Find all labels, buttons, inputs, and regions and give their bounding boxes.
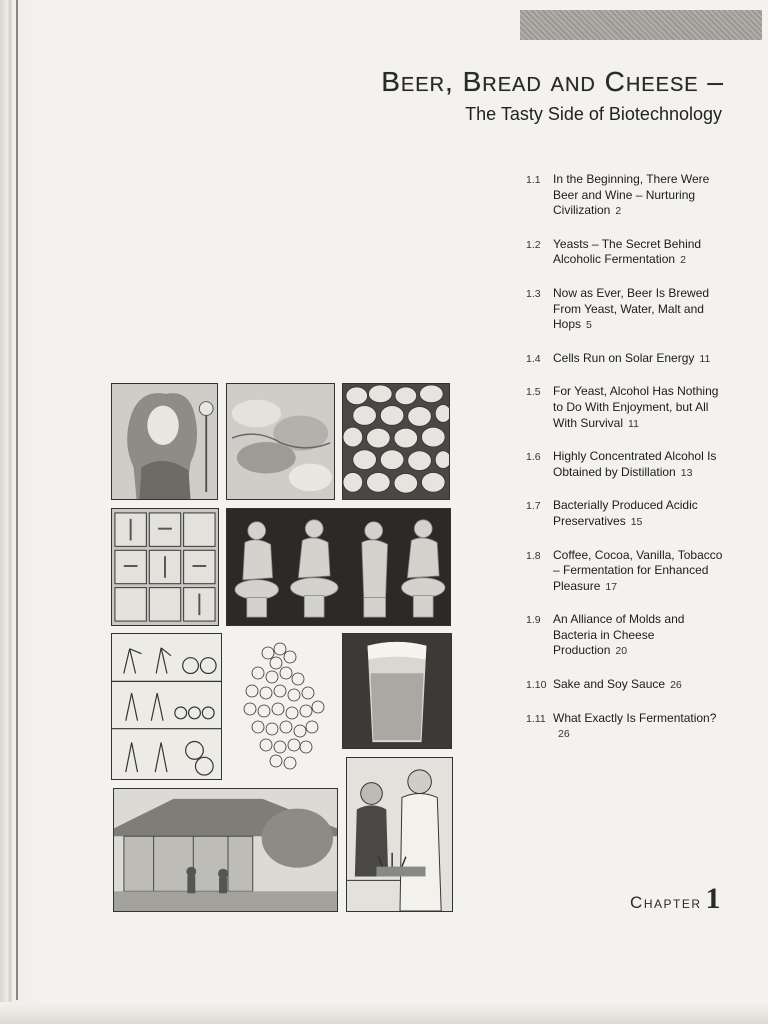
chapter-word: Chapter [630, 893, 702, 912]
toc-page: 2 [615, 205, 622, 218]
chapter-subtitle: The Tasty Side of Biotechnology [465, 104, 722, 124]
toc-title: Now as Ever, Beer Is Brewed From Yeast, Water, Malt and Hops [553, 285, 710, 332]
toc-number: 1.4 [526, 352, 541, 365]
toc-item [526, 351, 726, 368]
portrait-illustration [111, 383, 218, 500]
toc-item [526, 237, 726, 269]
toc-item [526, 286, 726, 334]
protein-model-image [228, 633, 335, 780]
table-of-contents [526, 172, 726, 760]
toc-item [526, 498, 726, 530]
egyptian-figurines-image [226, 508, 451, 626]
chapter-label [630, 882, 722, 916]
toc-page: 5 [586, 319, 592, 332]
toc-number: 1.5 [526, 386, 541, 399]
toc-number: 1.6 [526, 451, 541, 464]
toc-item [526, 449, 726, 481]
toc-number: 1.10 [526, 679, 547, 692]
toc-title: Highly Concentrated Alcohol Is Obtained by Distillation [553, 449, 717, 479]
toc-page: 17 [605, 580, 618, 593]
toc-page: 13 [680, 466, 693, 479]
toc-item [526, 172, 726, 220]
toc-title: What Exactly Is Fermentation? [553, 710, 717, 725]
asian-street-scene [113, 788, 338, 912]
toc-page: 2 [680, 254, 686, 267]
toc-item [526, 677, 726, 694]
toc-title: Sake and Soy Sauce [553, 677, 666, 692]
toc-page: 26 [558, 728, 570, 741]
toc-title: In the Beginning, There Were Beer and Wine – Nurturing Civilization [553, 172, 710, 218]
toc-number: 1.7 [526, 500, 541, 513]
page-spine [0, 0, 42, 1024]
toc-item [526, 384, 726, 432]
toc-title: Coffee, Cocoa, Vanilla, Tobacco – Fermentation for Enhanced Pleasure [553, 547, 723, 593]
toc-number: 1.9 [526, 614, 541, 627]
toc-item [526, 612, 726, 660]
chapter-number: 1 [705, 882, 722, 915]
toc-number: 1.2 [526, 238, 541, 251]
toc-page: 11 [699, 352, 711, 365]
toc-title: An Alliance of Molds and Bacteria in Cheese Production [553, 612, 685, 658]
pasteur-laboratory-scene [346, 757, 453, 912]
toc-number: 1.11 [526, 712, 546, 725]
ancient-brewing-scene [111, 633, 222, 780]
toc-number: 1.1 [526, 174, 541, 186]
chapter-title: Beer, Bread and Cheese – [381, 66, 724, 97]
microscope-surface-image [226, 383, 335, 500]
toc-item [526, 711, 726, 743]
toc-title: For Yeast, Alcohol Has Nothing to Do With Enjoyment, but All With Survival [553, 384, 719, 430]
binding-line [16, 0, 18, 1000]
toc-title: Yeasts – The Secret Behind Alcoholic Fermentation [553, 236, 702, 267]
beer-glass-image [342, 633, 452, 749]
yeast-cells-image [342, 383, 450, 500]
toc-number: 1.8 [526, 549, 541, 562]
toc-page: 20 [615, 645, 628, 658]
toc-page: 11 [628, 417, 639, 430]
toc-page: 15 [630, 515, 643, 528]
page-bottom-edge [0, 1002, 768, 1024]
toc-title: Bacterially Produced Acidic Preservatives [553, 498, 698, 528]
toc-page: 26 [670, 679, 682, 692]
toc-item [526, 548, 726, 596]
toc-number: 1.3 [526, 287, 541, 300]
toc-title: Cells Run on Solar Energy [553, 350, 695, 365]
header-band [520, 10, 762, 40]
sake-barrels-image [111, 508, 219, 626]
